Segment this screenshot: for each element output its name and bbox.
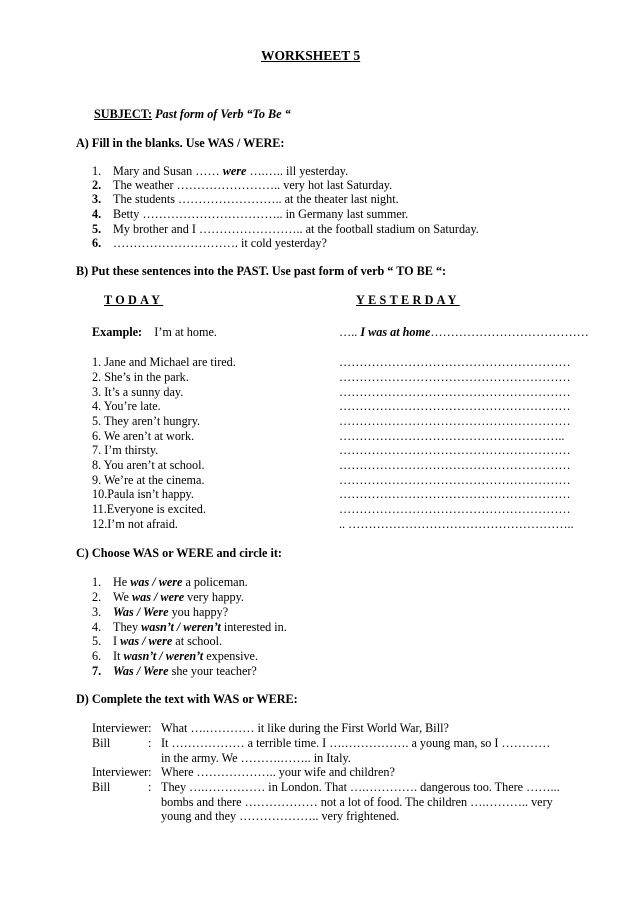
section-c-item: 7. Was / Were she your teacher? (92, 664, 257, 678)
example-label: Example: (92, 325, 143, 339)
section-b-heading: B) Put these sentences into the PAST. Use past form of verb “ TO BE “: (76, 264, 447, 278)
answer-blank: .. ……………………………………………….. (339, 517, 574, 531)
answer-blank: ………………………………………………… (339, 355, 571, 369)
subject-line (94, 107, 291, 121)
subject-label: SUBJECT: (94, 107, 153, 121)
section-c-heading: C) Choose WAS or WERE and circle it: (76, 546, 282, 560)
answer-blank: ………………………………………………… (339, 385, 571, 399)
dialogue-colon: : (148, 736, 152, 750)
answer-blank: ………………………………………………… (339, 443, 571, 457)
present-sentence: 11.Everyone is excited. (92, 502, 206, 516)
answer-blank: ………………………………………………… (339, 370, 571, 384)
answer-blank: ………………………………………………… (339, 458, 571, 472)
choice-options: was / were (130, 575, 183, 589)
answer-blank: ……………………………………………….. (339, 429, 565, 443)
section-c-item: 3. Was / Were you happy? (92, 605, 229, 619)
section-c-item: 4. They wasn’t / weren’t interested in. (92, 620, 287, 634)
section-d-heading: D) Complete the text with WAS or WERE: (76, 692, 298, 706)
section-c-item: 6. It wasn’t / weren’t expensive. (92, 649, 259, 663)
section-c-item: 1. He was / were a policeman. (92, 575, 248, 589)
present-sentence: 8. You aren’t at school. (92, 458, 205, 472)
choice-options: was / were (120, 634, 173, 648)
section-c-item: 5. I was / were at school. (92, 634, 223, 648)
yesterday-header: YESTERDAY (356, 293, 460, 307)
dialogue-speaker: Bill (92, 780, 111, 794)
present-sentence: 4. You’re late. (92, 399, 161, 413)
subject-text: Past form of Verb “To Be “ (152, 107, 291, 121)
section-a-item: 4. Betty …………………………….. in Germany last summer. (92, 207, 409, 221)
choice-options: wasn’t / weren’t (141, 620, 221, 634)
dialogue-text: young and they ……………….. very frightened. (161, 809, 400, 823)
dialogue-text: Where ……………….. your wife and children? (161, 765, 395, 779)
section-c-item: 2. We was / were very happy. (92, 590, 244, 604)
present-sentence: 3. It’s a sunny day. (92, 385, 184, 399)
example-answer: were (222, 164, 247, 178)
section-a-item: 5. My brother and I …………………….. at the football stadium on Saturday. (92, 222, 479, 236)
dialogue-text: What ….………… it like during the First World War, Bill? (161, 721, 449, 735)
answer-blank: ………………………………………………… (339, 473, 571, 487)
answer-blank: ………………………………………………… (339, 414, 571, 428)
dialogue-speaker: Interviewer: (92, 721, 152, 735)
present-sentence: 10.Paula isn’t happy. (92, 487, 194, 501)
today-header: TODAY (104, 293, 164, 307)
present-sentence: 5. They aren’t hungry. (92, 414, 201, 428)
example-row (92, 325, 217, 339)
dialogue-colon: : (148, 780, 152, 794)
example-answer-text: I was at home (360, 325, 431, 339)
dialogue-speaker: Bill (92, 736, 111, 750)
dialogue-text: They ….…………… in London. That ….…………. dangerous too. There ……... (161, 780, 560, 794)
section-a-item: 6. …………………………. it cold yesterday? (92, 236, 327, 250)
dialogue-text: It ……………… a terrible time. I ….……………. a young man, so I ………… (161, 736, 551, 750)
present-sentence: 9. We’re at the cinema. (92, 473, 205, 487)
section-a-item: 2. The weather …………………….. very hot last Saturday. (92, 178, 393, 192)
answer-blank: ………………………………………………… (339, 502, 571, 516)
section-a-item: 3. The students …………………….. at the theater last night. (92, 192, 399, 206)
dialogue-speaker: Interviewer: (92, 765, 152, 779)
present-sentence: 1. Jane and Michael are tired. (92, 355, 236, 369)
choice-options: wasn’t / weren’t (123, 649, 204, 663)
choice-options: Was / Were (113, 664, 169, 678)
answer-blank: ………………………………………………… (339, 399, 571, 413)
dialogue-text: in the army. We ……….…….. in Italy. (161, 751, 351, 765)
present-sentence: 6. We aren’t at work. (92, 429, 195, 443)
section-a-item: 1. Mary and Susan …… were ….….. ill yesterday. (92, 164, 349, 178)
dialogue-text: bombs and there ……………… not a lot of food. The children ….……….. very (161, 795, 553, 809)
choice-options: Was / Were (113, 605, 169, 619)
worksheet-title: WORKSHEET 5 (261, 48, 361, 63)
example-answer-row: ….. I was at home………………………………… (339, 325, 589, 339)
present-sentence: 12.I’m not afraid. (92, 517, 178, 531)
answer-blank: ………………………………………………… (339, 487, 571, 501)
example-sentence: I’m at home. (154, 325, 217, 339)
section-a-heading: A) Fill in the blanks. Use WAS / WERE: (76, 136, 285, 150)
present-sentence: 7. I’m thirsty. (92, 443, 159, 457)
present-sentence: 2. She’s in the park. (92, 370, 189, 384)
choice-options: was / were (131, 590, 185, 604)
